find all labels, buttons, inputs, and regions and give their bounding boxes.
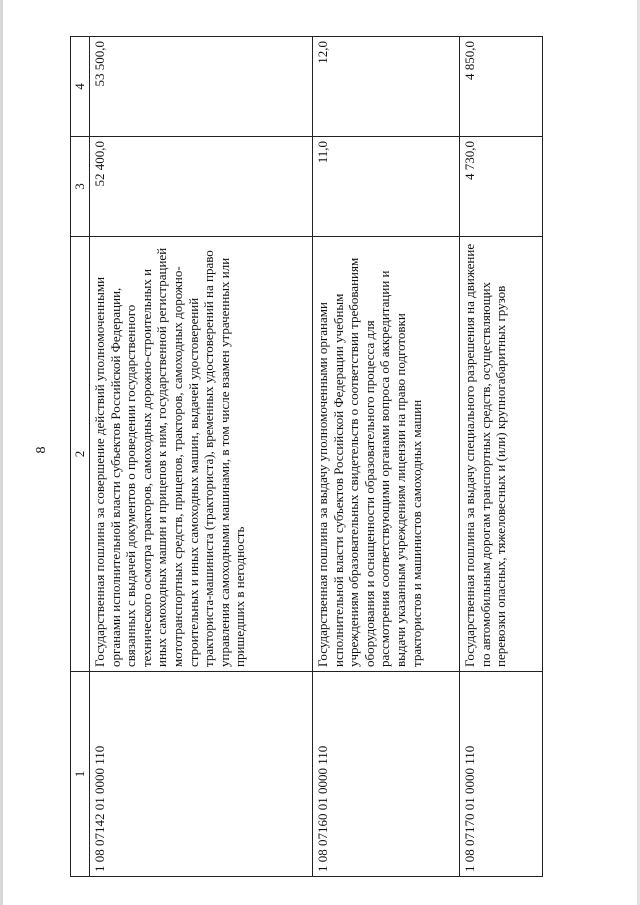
table-header-row — [71, 37, 90, 877]
budget-code: 1 08 07142 01 0000 110 — [90, 672, 313, 877]
table-row — [313, 37, 460, 877]
row-description: Государственная пошлина за выдачу уполномоченными органами исполнительной власти субъектов Российской Федерации учебным учреждениям образовательных свидетельств о соответствии требованиям оборудования и оснащенности образовательного процесса для рассмотрения соответствующими органами вопроса об аккредитации и выдачи указанным учреждениям лицензии на право подготовки трактористов и машинистов самоходных машин — [313, 237, 460, 672]
value-column-3: 4 730,0 — [460, 137, 543, 237]
value-column-4: 53 500,0 — [90, 37, 313, 137]
page-number: 8 — [34, 446, 49, 454]
column-header-1: 1 — [71, 672, 90, 877]
budget-table — [70, 36, 543, 877]
value-column-3: 52 400,0 — [90, 137, 313, 237]
budget-code: 1 08 07170 01 0000 110 — [460, 672, 543, 877]
value-column-4: 12,0 — [313, 37, 460, 137]
table-row — [90, 37, 313, 877]
budget-code: 1 08 07160 01 0000 110 — [313, 672, 460, 877]
value-column-3: 11,0 — [313, 137, 460, 237]
row-description: Государственная пошлина за выдачу специального разрешения на движение по автомобильным дорогам транспортных средств, осуществляющих перевозки опасных, тяжеловесных и (или) крупногабаритных грузов — [460, 237, 543, 672]
row-description: Государственная пошлина за совершение действий уполномоченными органами исполнительной власти субъектов Российской Федерации, связанных с выдачей документов о проведении государственного технического осмотра тракторов, самоходных дорожно-строительных и иных самоходных машин и прицепов к ним, государственной регистрацией мототранспортных средств, прицепов, тракторов, самоходных дорожно-строительных и иных самоходных машин, выдачей удостоверений тракториста-машиниста (тракториста), временных удостоверений на право управления самоходными машинами, в том числе взамен утраченных или пришедших в негодность — [90, 237, 313, 672]
column-header-3: 3 — [71, 137, 90, 237]
value-column-4: 4 850,0 — [460, 37, 543, 137]
column-header-4: 4 — [71, 37, 90, 137]
column-header-2: 2 — [71, 237, 90, 672]
table-row — [460, 37, 543, 877]
